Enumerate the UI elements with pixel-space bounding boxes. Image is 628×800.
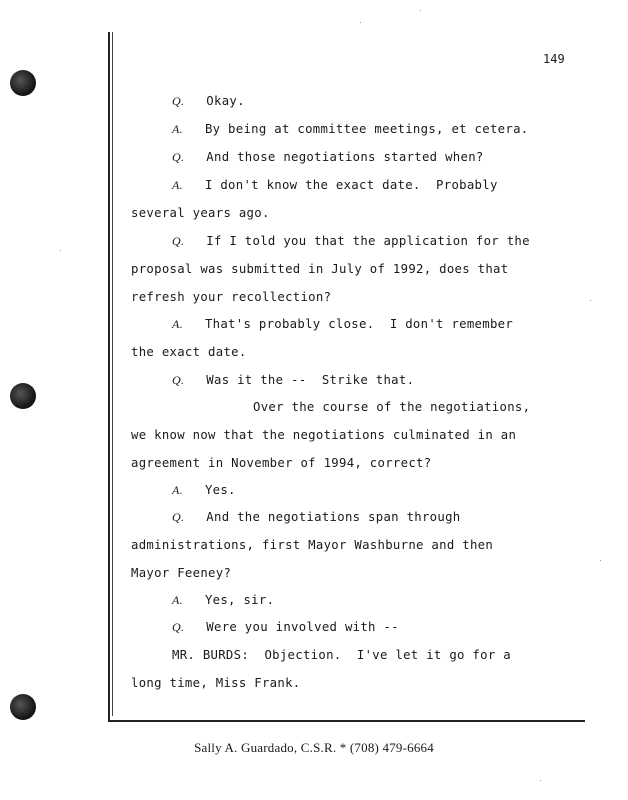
line-text: I don't know the exact date. Probably bbox=[204, 178, 498, 192]
line-text: Okay. bbox=[206, 94, 245, 108]
transcript-line bbox=[131, 566, 231, 580]
transcript-line bbox=[172, 620, 399, 635]
speaker-label: A. bbox=[172, 483, 183, 497]
line-text: long time, Miss Frank. bbox=[131, 676, 301, 690]
line-text: And those negotiations started when? bbox=[206, 150, 484, 164]
speaker-label: Q. bbox=[172, 150, 185, 164]
speaker-label: Q. bbox=[172, 620, 185, 634]
line-text: Was it the -- Strike that. bbox=[206, 373, 415, 387]
speaker-label: A. bbox=[172, 122, 183, 136]
line-text: And the negotiations span through bbox=[206, 510, 461, 524]
scan-speck bbox=[540, 780, 541, 781]
reporter-footer: Sally A. Guardado, C.S.R. * (708) 479-6664 bbox=[194, 740, 434, 755]
transcript-line bbox=[172, 122, 528, 137]
transcript-line bbox=[131, 676, 300, 690]
line-text: Were you involved with -- bbox=[206, 620, 399, 634]
page-number: 149 bbox=[543, 52, 565, 66]
scan-speck bbox=[590, 300, 591, 301]
speaker-label: Q. bbox=[172, 373, 185, 387]
transcript-line bbox=[172, 483, 236, 498]
transcript-line bbox=[131, 428, 516, 442]
transcript-line bbox=[172, 648, 511, 662]
line-text: Yes, sir. bbox=[204, 593, 275, 607]
page-margin-inner-line bbox=[112, 32, 114, 716]
line-text: Yes. bbox=[204, 483, 236, 497]
speaker-label: A. bbox=[172, 593, 183, 607]
line-text: several years ago. bbox=[131, 206, 270, 220]
speaker-label: Q. bbox=[172, 94, 185, 108]
line-text: MR. BURDS: Objection. I've let it go for a bbox=[172, 648, 511, 662]
binder-hole-middle bbox=[10, 383, 36, 409]
line-text: the exact date. bbox=[131, 345, 247, 359]
scan-speck bbox=[60, 250, 61, 251]
transcript-line bbox=[172, 593, 274, 608]
transcript-line bbox=[172, 317, 513, 332]
line-text: agreement in November of 1994, correct? bbox=[131, 456, 432, 470]
speaker-label: A. bbox=[172, 317, 183, 331]
transcript-line bbox=[172, 178, 498, 193]
transcript-line bbox=[172, 510, 461, 525]
transcript-line bbox=[131, 538, 493, 552]
line-text: we know now that the negotiations culminated in an bbox=[131, 428, 517, 442]
scan-speck bbox=[600, 560, 601, 561]
transcript-line bbox=[172, 234, 530, 249]
line-text: By being at committee meetings, et cetera. bbox=[204, 122, 529, 136]
line-text: Over the course of the negotiations, bbox=[253, 400, 531, 414]
transcript-line bbox=[172, 94, 245, 109]
line-text: administrations, first Mayor Washburne and then bbox=[131, 538, 494, 552]
binder-hole-bottom bbox=[10, 694, 36, 720]
transcript-line bbox=[253, 400, 530, 414]
speaker-label: A. bbox=[172, 178, 183, 192]
transcript-line bbox=[131, 290, 331, 304]
speaker-label: Q. bbox=[172, 510, 185, 524]
speaker-label: Q. bbox=[172, 234, 185, 248]
transcript-line bbox=[131, 345, 247, 359]
line-text: Mayor Feeney? bbox=[131, 566, 232, 580]
transcript-line bbox=[172, 373, 414, 388]
line-text: That's probably close. I don't remember bbox=[204, 317, 514, 331]
scan-speck bbox=[360, 22, 361, 23]
transcript-line bbox=[131, 456, 431, 470]
transcript-line bbox=[131, 206, 270, 220]
scan-speck bbox=[420, 10, 421, 11]
transcript-line bbox=[131, 262, 508, 276]
line-text: refresh your recollection? bbox=[131, 290, 332, 304]
line-text: proposal was submitted in July of 1992, does that bbox=[131, 262, 509, 276]
binder-hole-top bbox=[10, 70, 36, 96]
transcript-line bbox=[172, 150, 484, 165]
line-text: If I told you that the application for the bbox=[206, 234, 530, 248]
